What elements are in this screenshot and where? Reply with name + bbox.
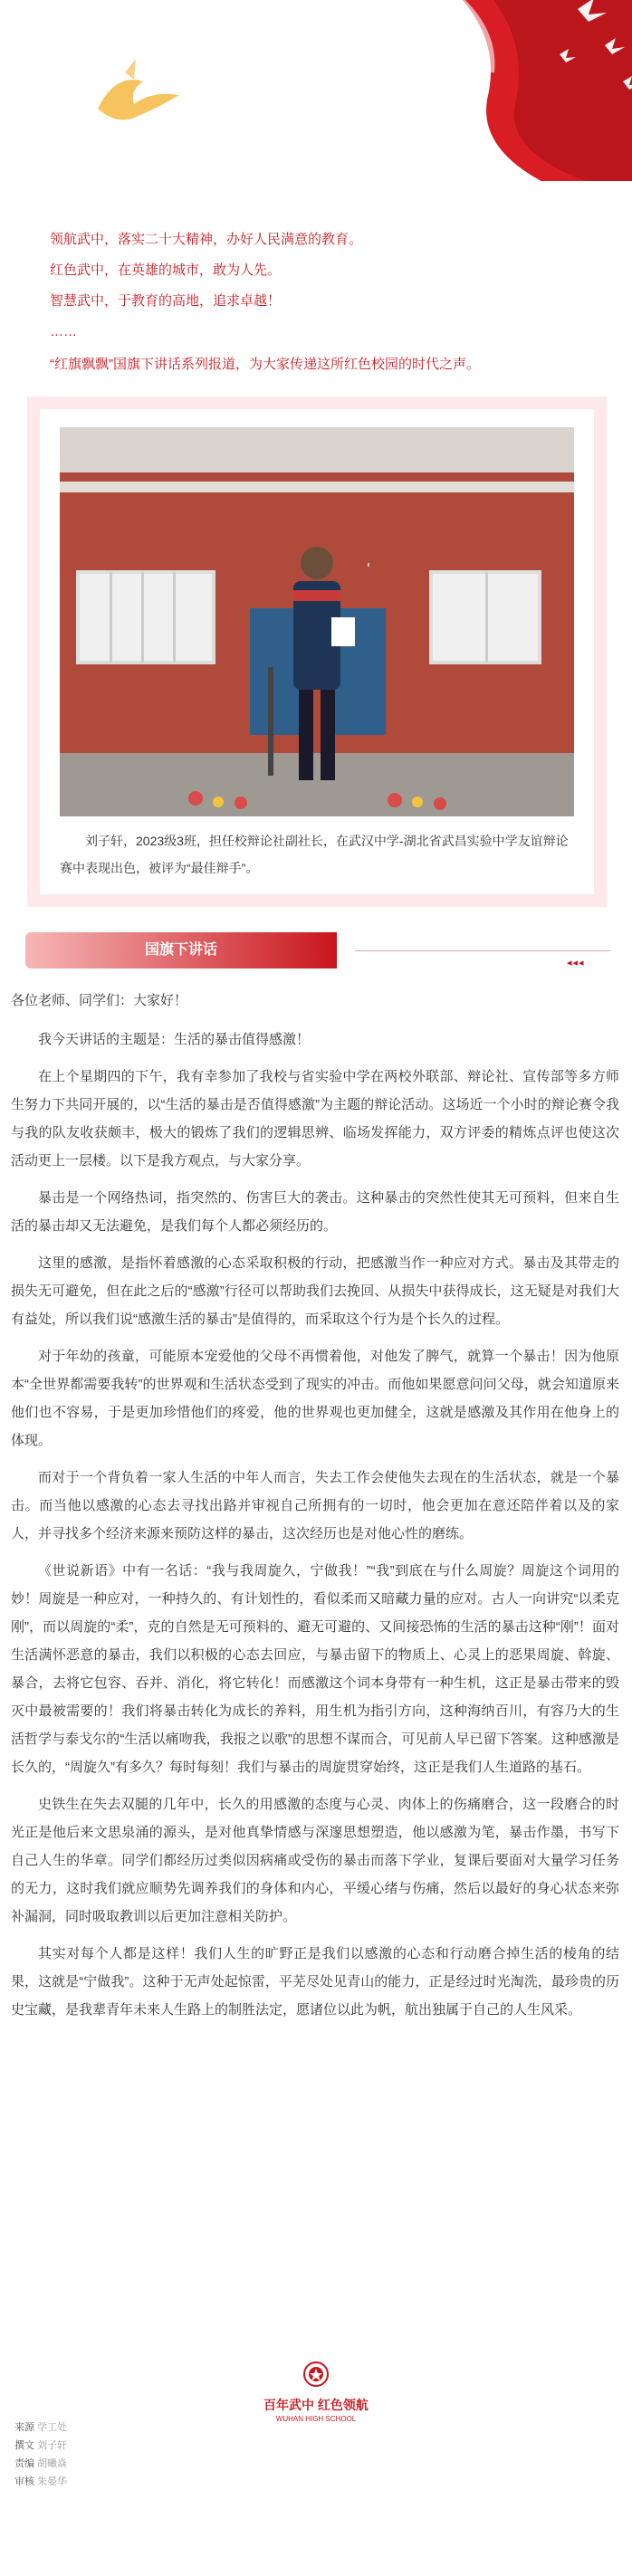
speaker-photo-illustration <box>60 427 574 816</box>
intro-slogan: “红旗飘飘”国旗下讲话系列报道，为大家传递这所红色校园的时代之声。 <box>50 357 480 372</box>
section-header <box>25 932 337 968</box>
credit-label: 来源 <box>14 2422 34 2433</box>
red-flag-graphic <box>378 0 632 181</box>
article-greeting: 各位老师、同学们：大家好！ <box>11 993 188 1008</box>
credit-label: 撰文 <box>14 2440 34 2451</box>
credit-row <box>14 2437 67 2455</box>
intro-ellipsis: …… <box>50 324 77 339</box>
footer-school-name: WUHAN HIGH SCHOOL <box>275 2415 357 2423</box>
credit-row <box>14 2473 67 2491</box>
credit-value: 刘子轩 <box>37 2440 68 2451</box>
arrow-left-icon: ◂◂◂ <box>567 958 585 968</box>
intro-block <box>50 224 593 380</box>
photo-caption: 刘子轩，2023级3班，担任校辩论社副社长，在武汉中学-湖北省武昌实验中学友谊辩论赛中表现出色，被评为“最佳辩手”。 <box>60 834 569 875</box>
section-divider <box>355 950 610 951</box>
credits-block <box>14 2419 67 2491</box>
intro-line-1: 领航武中，落实二十大精神，办好人民满意的教育。 <box>50 232 363 247</box>
photo-card-inner <box>40 409 594 894</box>
intro-line-3: 智慧武中，于教育的高地，追求卓越！ <box>50 293 282 309</box>
credit-row <box>14 2419 67 2437</box>
article-paragraph: 在上个星期四的下午，我有幸参加了我校与省实验中学在两校外联部、辩论社、宣传部等多方师生努力下共同开展的，以“生活的暴击是否值得感激”为主题的辩论活动。这场近一个小时的辩论赛令我与我的队友收获颇丰，极大的锻炼了我们的逻辑思辨、临场发挥能力，双方评委的精炼点评也使这次活动更上一层楼。以下是我方观点，与大家分享。 <box>11 1069 619 1169</box>
section-title: 国旗下讲话 <box>144 942 217 958</box>
credit-row <box>14 2455 67 2473</box>
footer-slogan: 百年武中 红色领航 <box>263 2398 369 2412</box>
photo-card <box>27 396 607 907</box>
credit-value: 胡曦焱 <box>37 2458 68 2469</box>
article-paragraph: 对于年幼的孩童，可能原本宠爱他的父母不再惯着他，对他发了脾气，就算一个暴击！因为他原本“全世界都需要我转”的世界观和生活状态受到了现实的冲击。而他如果愿意问问父母，就会知道原来他们也不容易，于是更加珍惜他们的疼爱，他的世界观也更加健全，这就是感激及其作用在他身上的体现。 <box>11 1349 619 1448</box>
credit-value: 学工处 <box>37 2422 68 2433</box>
school-logo <box>0 2361 632 2423</box>
article-paragraph: 暴击是一个网络热词，指突然的、伤害巨大的袭击。这种暴击的突然性使其无可预料，但来自生活的暴击却又无法避免，是我们每个人都必须经历的。 <box>11 1190 619 1234</box>
credit-value: 朱晏华 <box>37 2476 68 2487</box>
article-paragraph: 其实对每个人都是这样！我们人生的旷野正是我们以感激的心态和行动磨合掉生活的棱角的结果，这就是“宁做我”。这种于无声处起惊雷，平芜尽处见青山的能力，正是经过时光淘洗，最珍贵的历史宝藏，是我辈青年未来人生路上的制胜法定，愿诸位以此为帆，航出独属于自己的人生风采。 <box>11 1946 619 2018</box>
article-paragraph: 我今天讲话的主题是：生活的暴击值得感激！ <box>38 1032 311 1047</box>
speaker-photo <box>60 427 574 816</box>
header-banner <box>0 0 632 181</box>
article-paragraph: 这里的感激，是指怀着感激的心态采取积极的行动，把感激当作一种应对方式。暴击及其带走的损失无可避免，但在此之后的“感激”行径可以帮助我们去挽回、从损失中获得成长，这无疑是对我们大有益处，所以我们说“感激生活的暴击”是值得的，而采取这个行为是个长久的过程。 <box>11 1255 619 1327</box>
article-paragraph: 史铁生在失去双腿的几年中，长久的用感激的态度与心灵、肉体上的伤痛磨合，这一段磨合的时光正是他后来文思泉涌的源头，是对他真挚情感与深邃思想塑造，他以感激为笔，暴击作墨，书写下自己人生的华章。同学们都经历过类似因病痛或受伤的暴击而落下学业，复课后要面对大量学习任务的无力，这时我们就应顺势先调养我们的身体和内心，平缓心绪与伤痛，然后以最好的身心状态来弥补漏洞，同时吸取教训以后更加注意相关防护。 <box>11 1797 619 1924</box>
credit-label: 责编 <box>14 2458 34 2469</box>
credit-label: 审核 <box>14 2476 34 2487</box>
intro-line-2: 红色武中，在英雄的城市，敢为人先。 <box>50 262 282 278</box>
school-emblem-icon <box>302 2361 330 2388</box>
dove-icon <box>80 54 188 136</box>
article-paragraph: 《世说新语》中有一名话：“我与我周旋久，宁做我！”“我”到底在与什么周旋？周旋这个词用的妙！周旋是一种应对，一种持久的、有计划性的，看似柔而又暗藏力量的应对。古人一向讲究“以柔克刚”，而以周旋的“柔”，克的自然是无可预料的、避无可避的、又间接恐怖的生活的暴击这种“刚”！面对生活满怀恶意的暴击，我们以积极的心态去回应，与暴击留下的物质上、心灵上的恶果周旋、斡旋、暴合，去将它包容、吞并、消化，将它转化！而感激这个词本身带有一种生机，这正是暴击带来的毁灭中最被需要的！我们将暴击转化为成长的养料，用生机为指引方向，这种海纳百川，有容乃大的生活哲学与泰戈尔的“生活以痛吻我，我报之以歌”的思想不谋而合，可见前人早已留下答案。这种感激是长久的，“周旋久”有多久？每时每刻！我们与暴击的周旋贯穿始终，这正是我们人生道路的基石。 <box>11 1563 619 1775</box>
article-paragraph: 而对于一个背负着一家人生活的中年人而言，失去工作会使他失去现在的生活状态，就是一个暴击。而当他以感激的心态去寻找出路并审视自己所拥有的一切时，他会更加在意还陪伴着以及的家人，并寻找多个经济来源来预防这样的暴击，这次经历也是对他心性的磨练。 <box>11 1470 619 1541</box>
speech-article <box>11 987 619 2033</box>
